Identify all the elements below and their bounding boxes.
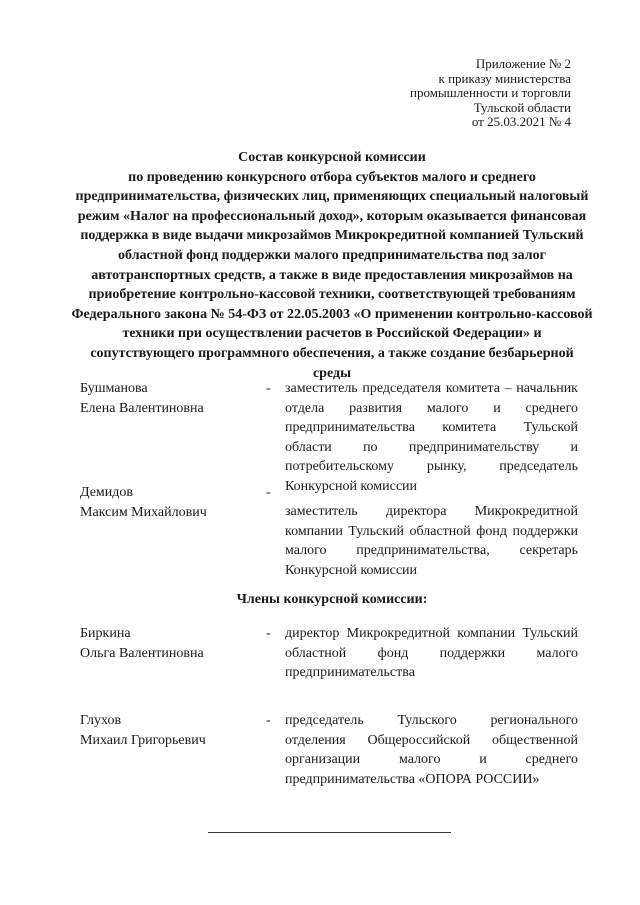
- separator-dash: -: [266, 381, 271, 396]
- person-role: председатель Тульского регионального отделения Общероссийской общественной организации малого и среднего предпринимательства «ОПОРА РОССИИ»: [285, 713, 578, 787]
- person-name: [80, 379, 260, 418]
- separator-dash: -: [266, 626, 271, 641]
- separator-dash: -: [266, 485, 271, 500]
- closing-rule: [208, 832, 451, 833]
- person-name: [80, 624, 260, 663]
- person-surname: Биркина: [80, 626, 131, 641]
- appendix-line: к приказу министерства: [438, 70, 571, 86]
- person-given-name: Максим Михайлович: [80, 504, 207, 520]
- person-given-name: Михаил Григорьевич: [80, 732, 206, 748]
- person-name: [80, 483, 260, 522]
- appendix-line: от 25.03.2021 № 4: [471, 114, 571, 129]
- appendix-line: Приложение № 2: [475, 56, 571, 71]
- document-title: [70, 148, 594, 383]
- person-surname: Глухов: [80, 713, 122, 728]
- appendix-note: [410, 57, 571, 130]
- person-given-name: Ольга Валентиновна: [80, 645, 204, 661]
- person-name: [80, 711, 260, 750]
- person-role: директор Микрокредитной компании Тульский областной фонд поддержки малого предпринимательства: [285, 626, 578, 681]
- appendix-line: Тульской области: [473, 99, 571, 115]
- person-given-name: Елена Валентиновна: [80, 400, 204, 416]
- members-heading: Члены конкурсной комиссии:: [236, 592, 428, 607]
- person-role: заместитель председателя комитета – начальник отдела развития малого и среднего предпринимательства комитета Тульской области по предпринимательству и потребительскому рынку, председатель Конкурсной комиссии: [285, 381, 578, 494]
- separator-dash: -: [266, 713, 271, 728]
- person-surname: Демидов: [80, 485, 134, 500]
- appendix-line: промышленности и торговли: [410, 85, 571, 100]
- title-body: по проведению конкурсного отбора субъектов малого и среднего предпринимательства, физических лиц, применяющих специальный налоговый режим «Налог на профессиональный доход», которым оказывается финансовая поддержка в виде выдачи микрозаймов Микрокредитной компанией Тульский областной фонд поддержки малого предпринимательства под залог автотранспортных средств, а также в виде предоставления микрозаймов на приобретение контрольно-кассовой техники, соответствующей требованиям Федерального закона № 54-ФЗ от 22.05.2003 «О применении контрольно-кассовой техники при осуществлении расчетов в Российской Федерации» и сопутствующего программного обеспечения, а также создание безбарьерной среды: [71, 169, 593, 381]
- person-role: заместитель директора Микрокредитной компании Тульский областной фонд поддержки малого предпринимательства, секретарь Конкурсной комиссии: [285, 504, 578, 578]
- person-surname: Бушманова: [80, 381, 148, 396]
- title-heading: Состав конкурсной комиссии: [238, 150, 426, 165]
